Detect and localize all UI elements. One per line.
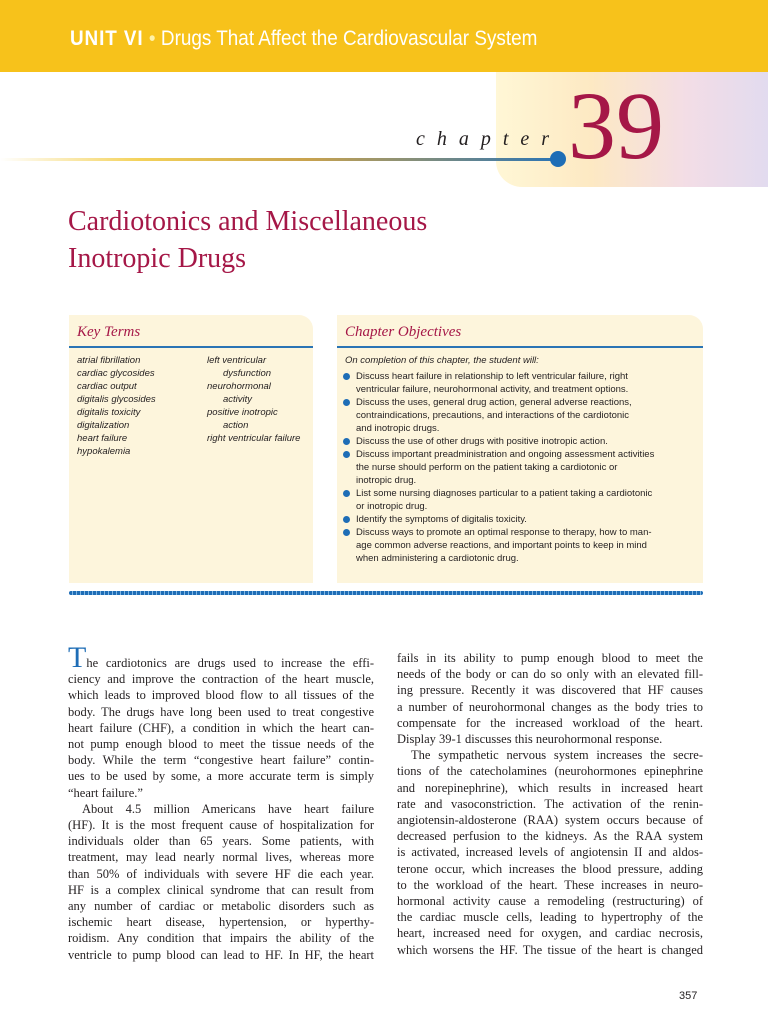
body-line: a number of neurohormonal changes as the body tries to	[397, 699, 703, 714]
objective-item	[343, 370, 699, 396]
objective-line: and inotropic drugs.	[356, 423, 440, 434]
unit-title: Drugs That Affect the Cardiovascular System	[160, 27, 538, 50]
section-divider	[69, 591, 703, 595]
key-term: digitalis glycosides	[77, 394, 156, 405]
body-line: angiotensin-aldosterone (RAA) system occurs because of	[397, 813, 703, 828]
objective-line: age common adverse reactions, and important points to keep in mind	[356, 540, 647, 551]
body-line: body. While the term “congestive heart failure” contin-	[68, 753, 374, 768]
objectives-list	[343, 370, 699, 565]
body-line: ues to be used by some, a more accurate term is simply	[68, 769, 374, 784]
body-line: HF is a complex clinical syndrome that can result from	[68, 882, 374, 897]
bullet-icon	[343, 529, 350, 536]
key-term	[207, 380, 313, 406]
body-line: not pump enough blood to meet the tissue needs of the	[68, 737, 374, 752]
objective-line: Discuss heart failure in relationship to left ventricular failure, right	[356, 371, 628, 382]
key-terms-rule	[69, 346, 313, 348]
body-line: fails in its ability to pump enough blood to meet the	[397, 651, 703, 665]
objective-line: Discuss the use of other drugs with positive inotropic action.	[356, 436, 608, 447]
unit-banner	[0, 0, 768, 72]
body-line: rate and vasoconstriction. The activation of the renin-	[397, 796, 703, 811]
body-line: any number of cardiac or metabolic disorders such as	[68, 899, 374, 914]
key-term: digitalis toxicity	[77, 407, 141, 418]
chapter-objectives-heading: Chapter Objectives	[345, 324, 462, 340]
body-line: body. The drugs have long been used to treat congestive	[68, 704, 374, 719]
body-line: decreased perfusion to the kidneys. As the RAA system	[397, 829, 703, 844]
objective-line: contraindications, precautions, and interactions of the cardiotonic	[356, 410, 630, 421]
body-line: ing pressure. Recently it was discovered that HF causes	[397, 683, 703, 698]
key-terms-panel	[69, 315, 313, 583]
chapter-dot-icon	[550, 151, 566, 167]
body-line: About 4.5 million Americans have heart failure	[82, 801, 374, 816]
body-line	[68, 641, 374, 674]
body-line: to the workload of the heart. These increases in neuro-	[397, 877, 703, 892]
chapter-objectives-rule	[337, 346, 703, 348]
objective-line: List some nursing diagnoses particular to a patient taking a cardiotonic	[356, 488, 653, 499]
objective-line: Discuss ways to promote an optimal response to therapy, how to man-	[356, 527, 652, 538]
bullet-icon	[343, 373, 350, 380]
body-line: which worsens the HF. The tissue of the heart is changed	[397, 942, 703, 957]
body-line: “heart failure.”	[68, 785, 143, 800]
body-line: the cardiac muscle cells, leading to hypertrophy of the	[397, 910, 703, 925]
body-line: heart, increased need for oxygen, and cardiac necrosis,	[397, 926, 703, 941]
key-terms-heading: Key Terms	[77, 324, 141, 340]
body-line: than 50% of individuals with severe HF die each year.	[68, 866, 374, 881]
chapter-objectives-panel	[337, 315, 703, 583]
key-term: heart failure	[77, 433, 128, 444]
bullet-icon	[343, 490, 350, 497]
key-term	[207, 354, 313, 380]
key-terms-column-1	[77, 354, 203, 458]
unit-heading	[70, 27, 537, 51]
bullet-icon	[343, 451, 350, 458]
chapter-word: chapter	[416, 128, 562, 150]
chapter-title-line2: Inotropic Drugs	[68, 243, 247, 274]
objective-line: the nurse should perform on the patient taking a cardiotonic or	[356, 462, 618, 473]
key-term-line: left ventricular	[207, 355, 267, 366]
body-column-left	[68, 641, 374, 963]
chapter-title	[68, 203, 427, 277]
objective-item	[343, 396, 699, 435]
unit-label: UNIT VI	[70, 27, 144, 50]
objective-line: inotropic drug.	[356, 475, 417, 486]
body-line: heart failure (CHF), a condition in which the heart can-	[68, 720, 374, 735]
key-term-line: positive inotropic	[207, 407, 278, 418]
objective-item	[343, 526, 699, 565]
key-term-continuation: activity	[223, 394, 253, 405]
page-number: 357	[679, 990, 698, 1002]
body-line: needs of the body or can do so only with an elevated fill-	[397, 667, 703, 682]
objective-line: Discuss the uses, general drug action, general adverse reactions,	[356, 397, 632, 408]
key-term: cardiac glycosides	[77, 368, 155, 379]
body-line: treatment, may lead nearly normal lives, whereas more	[68, 850, 374, 865]
body-column-right	[397, 650, 703, 958]
key-terms-column-2	[207, 354, 313, 445]
key-term: digitalization	[77, 420, 130, 431]
drop-cap: T	[68, 641, 87, 674]
chapter-rule	[0, 158, 560, 161]
objective-line: ventricular failure, neurohormonal activity, and treatment options.	[356, 384, 629, 395]
body-line: is activated, increased levels of angiotensin II and aldos-	[397, 845, 703, 860]
key-term	[207, 432, 313, 445]
body-line: The sympathetic nervous system increases the secre-	[411, 748, 703, 763]
key-term: atrial fibrillation	[77, 355, 141, 366]
key-term: hypokalemia	[77, 446, 131, 457]
body-line: terone occur, which increases the blood pressure, adding	[397, 861, 703, 876]
body-line: tions of the catecholamines (neurohormones epinephrine	[397, 764, 703, 779]
body-line: roidism. Any condition that impairs the ability of the	[68, 931, 374, 946]
key-term	[207, 406, 313, 432]
body-line: which leads to improved blood flow to all tissues of the	[68, 688, 374, 703]
key-term-continuation: dysfunction	[223, 368, 272, 379]
objective-line: when administering a cardiotonic drug.	[356, 553, 519, 564]
objective-line: Identify the symptoms of digitalis toxicity.	[356, 514, 527, 525]
bullet-icon	[343, 438, 350, 445]
body-line: hormonal activity cause a remodeling (restructuring) of	[397, 894, 703, 909]
unit-separator: •	[148, 27, 156, 50]
bullet-icon	[343, 516, 350, 523]
objective-line: or inotropic drug.	[356, 501, 428, 512]
key-term-line: right ventricular failure	[207, 433, 301, 444]
objective-line: Discuss important preadministration and ongoing assessment activities	[356, 449, 655, 460]
body-line: ciency and improve the contraction of the heart muscle,	[68, 672, 374, 687]
body-line: ischemic heart disease, hypertension, or hyperthy-	[68, 915, 374, 930]
objective-item	[343, 435, 699, 448]
body-line: Display 39-1 discusses this neurohormonal response.	[397, 732, 663, 747]
objective-item	[343, 513, 699, 526]
body-line: individuals older than 65 years. Some patients, with	[68, 834, 374, 849]
key-term: cardiac output	[77, 381, 137, 392]
chapter-title-line1: Cardiotonics and Miscellaneous	[68, 206, 428, 237]
objective-item	[343, 487, 699, 513]
body-line: ventricle to pump blood can lead to HF. In HF, the heart	[68, 947, 374, 962]
key-term-continuation: action	[223, 420, 249, 431]
body-line: and norepinephrine), which results in increased heart	[397, 780, 703, 795]
body-line: compensate for the increased workload of the heart.	[397, 715, 703, 730]
chapter-number: 39	[568, 72, 664, 179]
bullet-icon	[343, 399, 350, 406]
key-term-line: neurohormonal	[207, 381, 271, 392]
objective-item	[343, 448, 699, 487]
objectives-intro: On completion of this chapter, the student will:	[345, 355, 539, 366]
body-line-text: he cardiotonics are drugs used to increase the effi-	[86, 656, 374, 670]
body-line: (HF). It is the most frequent cause of hospitalization for	[68, 818, 374, 833]
